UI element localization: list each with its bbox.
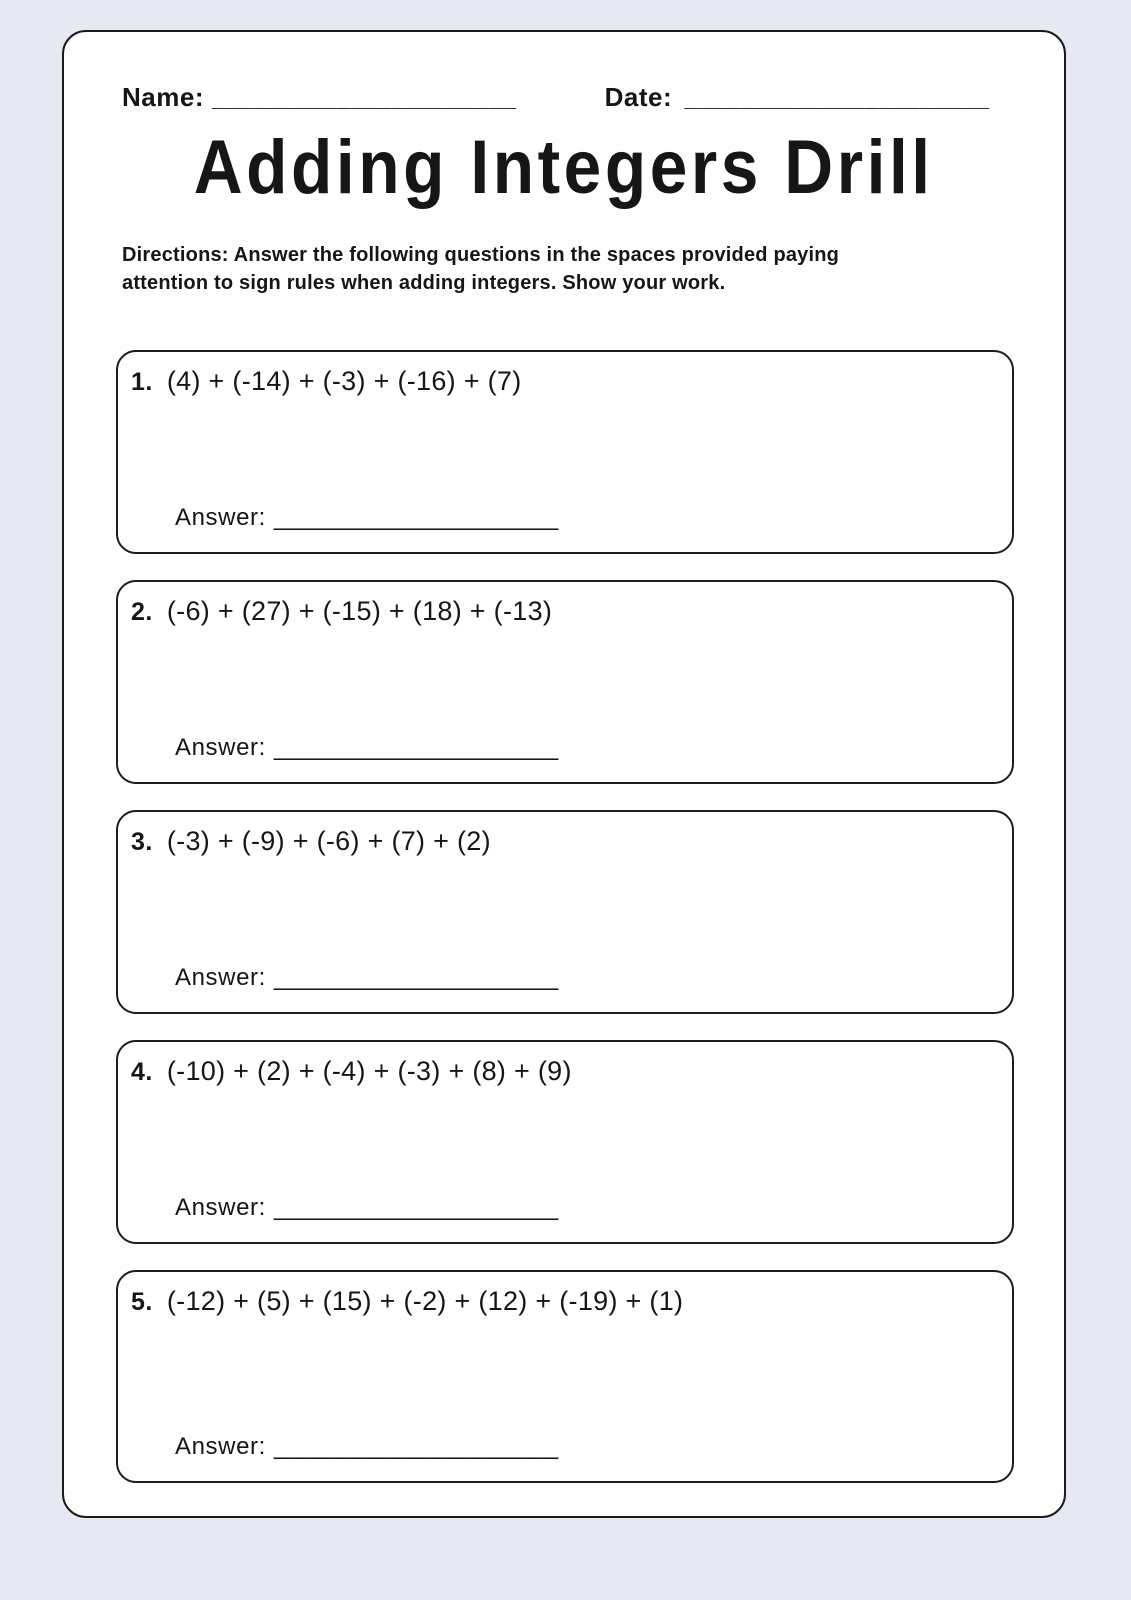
answer-label: Answer: bbox=[175, 1193, 266, 1221]
problem-expression: (4) + (-14) + (-3) + (-16) + (7) bbox=[166, 365, 522, 396]
title-row bbox=[64, 125, 1064, 210]
answer-label: Answer: bbox=[175, 733, 266, 761]
answer-row bbox=[175, 1194, 996, 1222]
problem-expression: (-3) + (-9) + (-6) + (7) + (2) bbox=[166, 825, 491, 856]
answer-label: Answer: bbox=[175, 963, 266, 991]
answer-row bbox=[175, 964, 996, 992]
problem-head bbox=[131, 364, 996, 397]
problem-head bbox=[131, 824, 996, 857]
date-fill-line[interactable]: ______________________ bbox=[684, 85, 990, 112]
problem-head bbox=[131, 594, 996, 627]
problem-box-5 bbox=[116, 1270, 1014, 1483]
date-label: Date: bbox=[604, 82, 673, 112]
directions-text bbox=[122, 241, 1006, 298]
work-space[interactable] bbox=[131, 397, 996, 504]
problem-number: 1. bbox=[131, 367, 153, 396]
problem-expression: (-12) + (5) + (15) + (-2) + (12) + (-19) + (1) bbox=[166, 1285, 684, 1316]
answer-fill-line[interactable]: _____________________ bbox=[273, 733, 559, 761]
header-row bbox=[122, 82, 1006, 113]
name-label: Name: bbox=[122, 82, 204, 112]
worksheet-card bbox=[62, 30, 1066, 1518]
answer-row bbox=[175, 1433, 996, 1461]
work-space[interactable] bbox=[131, 857, 996, 964]
work-space[interactable] bbox=[131, 1317, 996, 1433]
work-space[interactable] bbox=[131, 1087, 996, 1194]
problem-box-1 bbox=[116, 350, 1014, 554]
problem-number: 5. bbox=[131, 1287, 153, 1316]
page-title: Adding Integers Drill bbox=[194, 125, 934, 210]
name-fill-line[interactable]: ______________________ bbox=[211, 85, 517, 112]
answer-fill-line[interactable]: _____________________ bbox=[273, 503, 559, 531]
work-space[interactable] bbox=[131, 627, 996, 734]
problem-number: 4. bbox=[131, 1057, 153, 1086]
problem-box-3 bbox=[116, 810, 1014, 1014]
date-group bbox=[605, 82, 990, 113]
problem-expression: (-6) + (27) + (-15) + (18) + (-13) bbox=[166, 595, 553, 626]
problem-expression: (-10) + (2) + (-4) + (-3) + (8) + (9) bbox=[166, 1055, 572, 1086]
problem-head bbox=[131, 1284, 996, 1317]
problem-box-2 bbox=[116, 580, 1014, 784]
problem-head bbox=[131, 1054, 996, 1087]
answer-fill-line[interactable]: _____________________ bbox=[273, 1193, 559, 1221]
directions-line-1: Directions: Answer the following questions in the spaces provided paying bbox=[122, 244, 840, 266]
problems-list bbox=[116, 350, 1014, 1483]
problem-number: 3. bbox=[131, 827, 153, 856]
answer-label: Answer: bbox=[175, 1432, 266, 1460]
problem-box-4 bbox=[116, 1040, 1014, 1244]
problem-number: 2. bbox=[131, 597, 153, 626]
answer-fill-line[interactable]: _____________________ bbox=[273, 963, 559, 991]
directions-line-2: attention to sign rules when adding integers. Show your work. bbox=[122, 272, 726, 295]
answer-row bbox=[175, 504, 996, 532]
answer-row bbox=[175, 734, 996, 762]
answer-label: Answer: bbox=[175, 503, 266, 531]
answer-fill-line[interactable]: _____________________ bbox=[273, 1432, 559, 1460]
